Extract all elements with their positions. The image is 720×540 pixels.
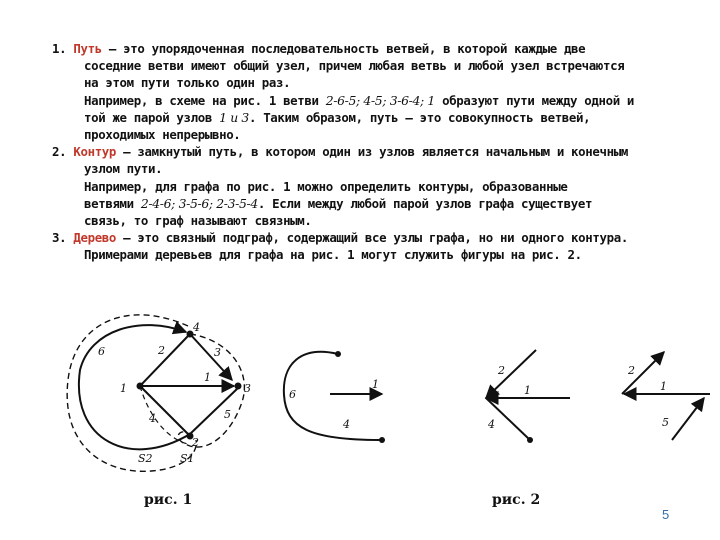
item-2-line-5: связь, то граф называют связным. bbox=[84, 213, 312, 229]
item-2-line-3: Например, для графа по рис. 1 можно определить контуры, образованные bbox=[84, 178, 568, 194]
fig1-label-branch-2: 2 bbox=[158, 344, 165, 357]
fig1-label-node-4: 2 bbox=[192, 436, 199, 449]
tree-a-node-top bbox=[335, 351, 341, 357]
item-1-example-pre: Например, в схеме на рис. 1 ветви bbox=[84, 92, 326, 108]
fig1-branch-4 bbox=[140, 386, 188, 434]
item-2-line-2: узлом пути. bbox=[84, 161, 163, 177]
figure-2-tree-a-labels bbox=[289, 378, 379, 431]
tree-a-node-bottom bbox=[379, 437, 385, 443]
figure-2-tree-c-labels bbox=[627, 364, 669, 429]
term-tree: Дерево bbox=[73, 230, 117, 246]
page-number: 5 bbox=[662, 507, 670, 522]
fig1-label-branch-6: 6 bbox=[98, 345, 105, 358]
tree-a-label-6: 6 bbox=[289, 388, 296, 401]
item-3-line-1-text: – это связный подграф, содержащий все узлы графа, но ни одного контура. bbox=[116, 230, 628, 246]
fig1-label-s1: S1 bbox=[180, 452, 195, 465]
fig1-label-branch-5: 5 bbox=[224, 408, 231, 421]
tree-c-label-1: 1 bbox=[660, 380, 667, 393]
item-1-line-2: соседние ветви имеют общий узел, причем любая ветвь и любой узел встречаются bbox=[84, 58, 625, 74]
fig1-label-branch-4: 4 bbox=[149, 412, 156, 425]
figure-1-caption: рис. 1 bbox=[144, 492, 193, 508]
tree-b-node-bottom bbox=[527, 437, 533, 443]
tree-a-branch-6 bbox=[284, 352, 380, 440]
tree-c-label-2: 2 bbox=[628, 364, 635, 377]
fig1-label-node-1: 1 bbox=[120, 382, 127, 395]
item-1-nodes: 1 и 3 bbox=[219, 109, 249, 125]
item-1-line-1-text: – это упорядоченная последовательность ветвей, в которой каждые две bbox=[101, 41, 586, 56]
fig1-contour-s2-inner bbox=[140, 386, 188, 444]
figure-2-caption: рис. 2 bbox=[492, 492, 541, 508]
figure-1-labels bbox=[98, 321, 251, 465]
item-3-marker: 3. bbox=[52, 230, 67, 246]
item-1-line-5-pre: той же парой узлов bbox=[84, 109, 220, 125]
item-2-line-4-post: . Если между любой парой узлов графа существует bbox=[257, 195, 593, 211]
tree-a-label-4: 4 bbox=[343, 418, 350, 431]
term-path: Путь bbox=[73, 41, 102, 56]
item-2-line-1-text: – замкнутый путь, в котором один из узлов является начальным и конечным bbox=[116, 144, 628, 160]
fig1-label-s2: S2 bbox=[138, 452, 153, 465]
tree-c-branch-5 bbox=[672, 398, 704, 440]
tree-c-label-5: 5 bbox=[662, 416, 669, 429]
fig1-label-branch-1: 1 bbox=[204, 371, 211, 384]
figure-2-tree-b-nodes bbox=[527, 437, 533, 443]
tree-b-label-4: 4 bbox=[488, 418, 495, 431]
fig1-label-branch-3: 3 bbox=[214, 346, 221, 359]
figure-1-graph bbox=[67, 315, 244, 471]
tree-b-label-1: 1 bbox=[524, 384, 531, 397]
fig1-label-node-2: 4 bbox=[193, 321, 200, 334]
item-2-contour-paths: 2-4-6; 3-5-6; 2-3-5-4 bbox=[140, 195, 258, 211]
item-1-example-paths: 2-6-5; 4-5; 3-6-4; 1 bbox=[325, 92, 435, 108]
item-1-line-6: проходимых непрерывно. bbox=[84, 127, 241, 143]
fig1-node-3 bbox=[235, 383, 242, 390]
item-1-line-3: на этом пути только один раз. bbox=[84, 75, 291, 91]
item-2-marker: 2. bbox=[52, 144, 67, 160]
figure-2-tree-a bbox=[284, 352, 382, 440]
item-3-line-2: Примерами деревьев для графа на рис. 1 могут служить фигуры на рис. 2. bbox=[84, 247, 582, 263]
item-2-line-4-pre: ветвями bbox=[84, 195, 141, 211]
fig1-contour-s2 bbox=[67, 315, 196, 471]
fig1-node-1 bbox=[137, 383, 144, 390]
item-1-example-post: образуют пути между одной и bbox=[434, 92, 635, 108]
term-contour: Контур bbox=[73, 144, 117, 160]
item-1-marker: 1. bbox=[52, 41, 67, 56]
fig1-branch-6 bbox=[79, 325, 190, 449]
fig1-label-node-3: 3 bbox=[244, 382, 251, 395]
tree-a-label-1: 1 bbox=[372, 378, 379, 391]
tree-b-label-2: 2 bbox=[498, 364, 505, 377]
item-1-line-5-post: . Таким образом, путь – это совокупность ветвей, bbox=[248, 109, 591, 125]
